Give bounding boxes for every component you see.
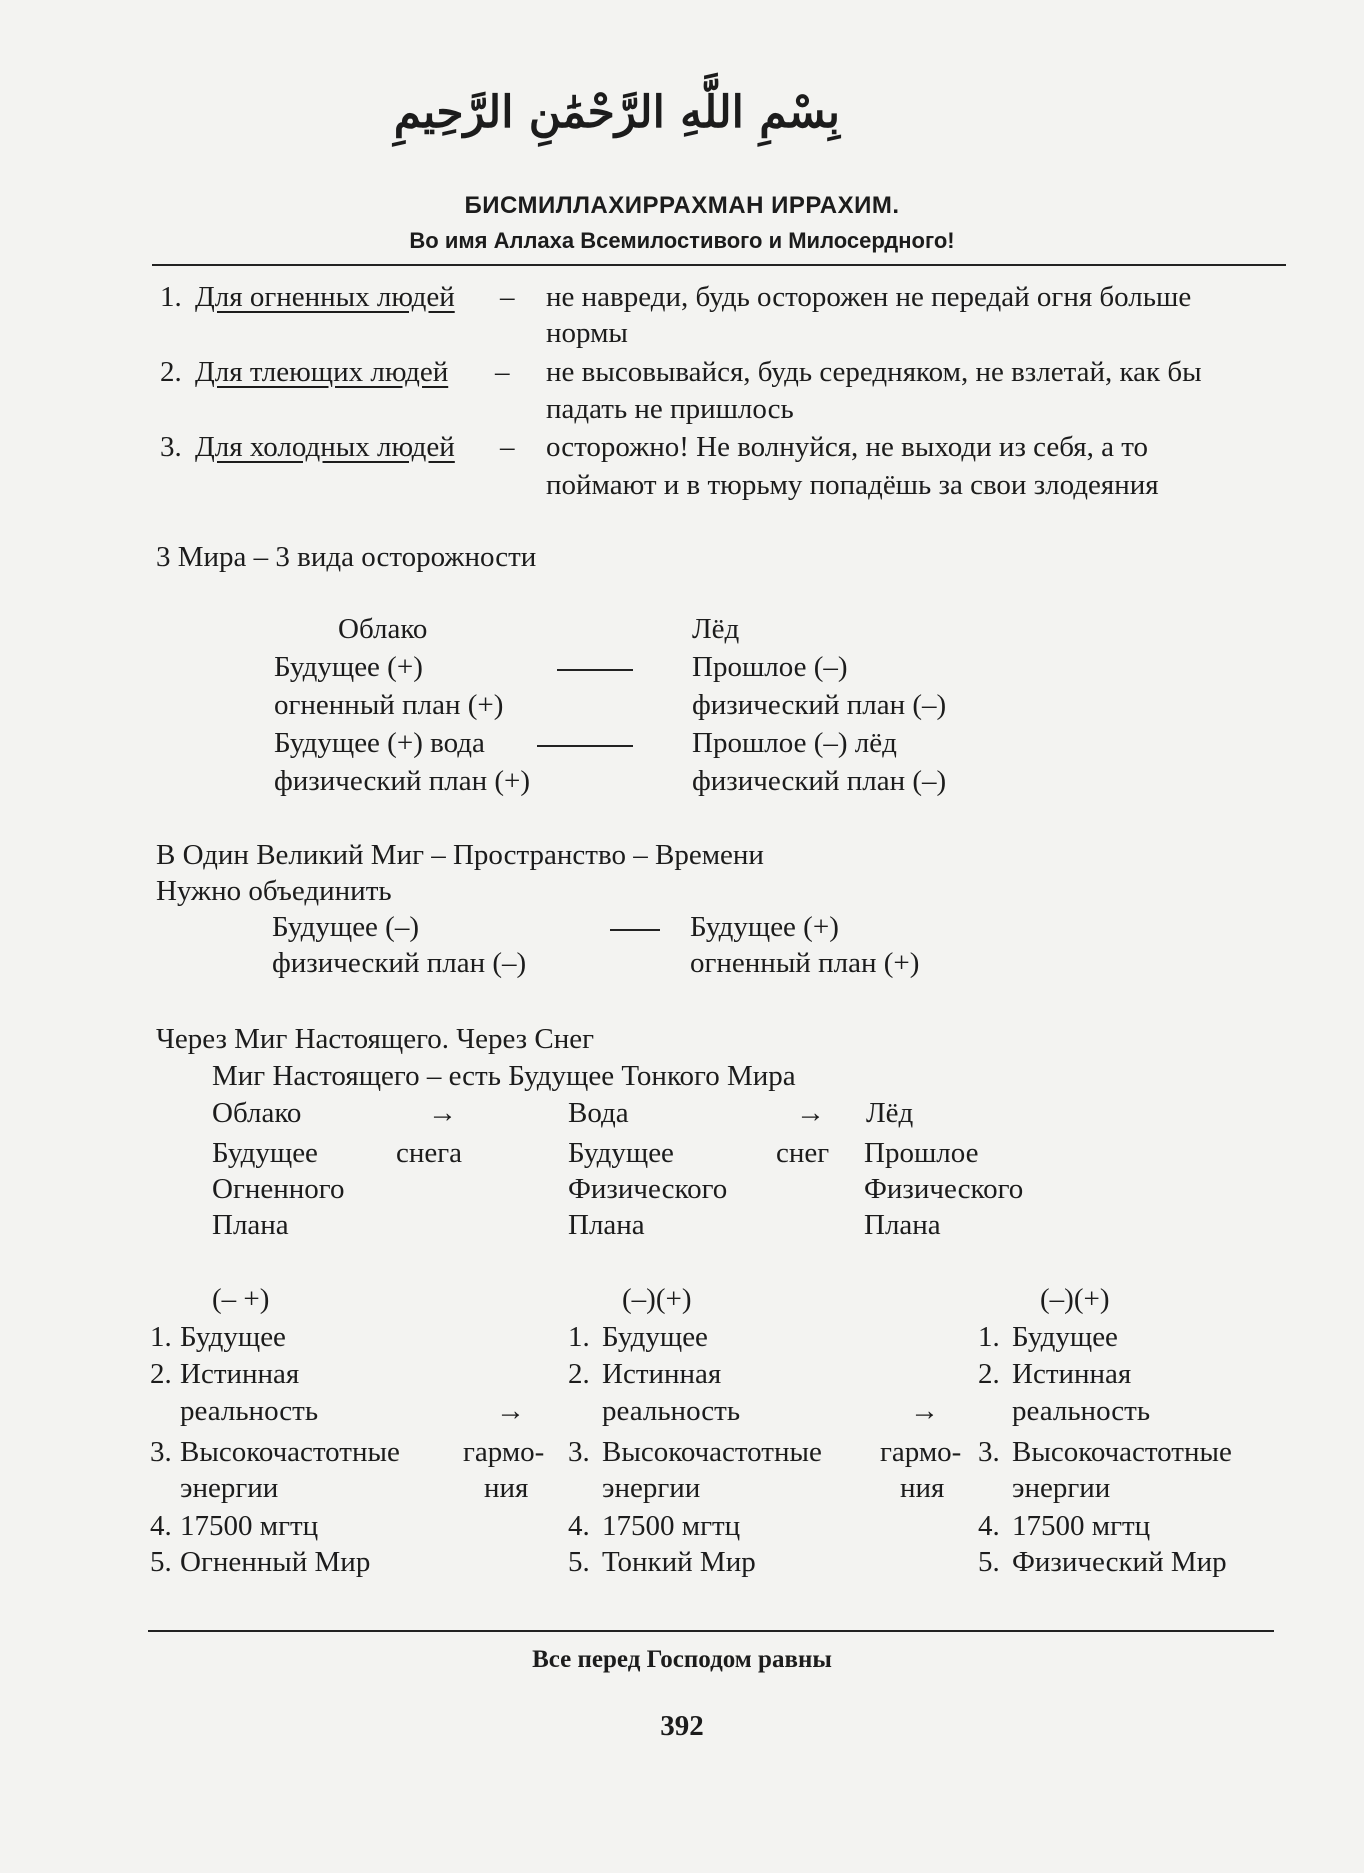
column-1-item-1: Будущее <box>180 1321 286 1353</box>
flow-a2: снега <box>396 1137 463 1169</box>
flow-a4: Плана <box>212 1209 289 1241</box>
rule-1-label: Для огненных людей <box>195 281 455 313</box>
scheme2-right-1: Будущее (+) <box>690 911 839 943</box>
column-2-num-1: 1. <box>568 1321 590 1353</box>
scheme1-right-3: Прошлое (–) лёд <box>692 727 897 759</box>
column-2-item-3b: энергии <box>602 1472 701 1504</box>
column-2-item-5: Тонкий Мир <box>602 1546 756 1578</box>
column-2-item-2a: Истинная <box>602 1358 722 1390</box>
column-2-item-4: 17500 мгтц <box>602 1510 741 1542</box>
flow-b3: Физического <box>568 1173 728 1205</box>
flow-arrow-2: → <box>796 1097 825 1129</box>
columns-arrow-2: → <box>910 1395 939 1427</box>
bismillah-calligraphy: بِسْمِ اللَّهِ الرَّحْمَٰنِ الرَّحِيمِ <box>393 87 840 138</box>
rule-3-number: 3. <box>160 431 182 463</box>
rule-2-label: Для тлеющих людей <box>195 356 449 388</box>
column-2-num-5: 5. <box>568 1546 590 1578</box>
rule-3-text: осторожно! Не волнуйся, не выходи из себя, а то <box>546 431 1149 463</box>
column-2-sign: (–)(+) <box>622 1283 692 1315</box>
column-3-item-2a: Истинная <box>1012 1358 1132 1390</box>
column-1-num-2: 2. <box>150 1358 172 1390</box>
flow-b1: Будущее <box>568 1137 674 1169</box>
flow-a3: Огненного <box>212 1173 345 1205</box>
column-1-item-4: 17500 мгтц <box>180 1510 319 1542</box>
column-1-item-5: Огненный Мир <box>180 1546 371 1578</box>
column-3-item-1: Будущее <box>1012 1321 1118 1353</box>
scheme1-right-head: Лёд <box>692 613 740 645</box>
scheme2-right-2: огненный план (+) <box>690 947 920 979</box>
scheme1-left-2: огненный план (+) <box>274 689 504 721</box>
scheme2-connector <box>610 929 660 931</box>
rule-2-text: не высовывайся, будь середняком, не взлетай, как бы <box>546 356 1202 388</box>
column-3-item-3b: энергии <box>1012 1472 1111 1504</box>
rule-3-label: Для холодных людей <box>195 431 455 463</box>
header-rule <box>152 264 1286 266</box>
flow-cloud: Облако <box>212 1097 302 1129</box>
flow-arrow-1: → <box>428 1097 457 1129</box>
column-3-num-3: 3. <box>978 1436 1000 1468</box>
flow-a1: Будущее <box>212 1137 318 1169</box>
column-3-num-2: 2. <box>978 1358 1000 1390</box>
column-1-num-5: 5. <box>150 1546 172 1578</box>
flow-d1: Прошлое <box>864 1137 979 1169</box>
rule-1-text: не навреди, будь осторожен не передай огня больше <box>546 281 1192 313</box>
column-3-num-1: 1. <box>978 1321 1000 1353</box>
moment-line-2: Нужно объединить <box>156 875 392 907</box>
page-number: 392 <box>660 1710 704 1742</box>
rule-2-number: 2. <box>160 356 182 388</box>
column-2-num-2: 2. <box>568 1358 590 1390</box>
harmony-2b: ния <box>900 1472 945 1504</box>
three-worlds-line: 3 Мира – 3 вида осторожности <box>156 541 537 573</box>
column-1-item-2b: реальность <box>180 1395 319 1427</box>
column-1-num-4: 4. <box>150 1510 172 1542</box>
rule-2-text-cont: падать не пришлось <box>546 393 794 425</box>
column-2-item-3a: Высокочастотные <box>602 1436 822 1468</box>
column-3-item-4: 17500 мгтц <box>1012 1510 1151 1542</box>
scheme1-left-3: Будущее (+) вода <box>274 727 485 759</box>
harmony-2a: гармо- <box>880 1436 962 1468</box>
scheme1-left-1: Будущее (+) <box>274 651 423 683</box>
column-1-item-3a: Высокочастотные <box>180 1436 400 1468</box>
harmony-1b: ния <box>484 1472 529 1504</box>
column-3-item-2b: реальность <box>1012 1395 1151 1427</box>
column-2-item-1: Будущее <box>602 1321 708 1353</box>
column-1-item-3b: энергии <box>180 1472 279 1504</box>
harmony-1a: гармо- <box>463 1436 545 1468</box>
page-heading: БИСМИЛЛАХИРРАХМАН ИРРАХИМ. <box>464 192 900 219</box>
scheme1-right-1: Прошлое (–) <box>692 651 848 683</box>
flow-b4: Плана <box>568 1209 645 1241</box>
column-3-num-4: 4. <box>978 1510 1000 1542</box>
scheme1-left-4: физический план (+) <box>274 765 531 797</box>
footer-rule <box>148 1630 1274 1632</box>
column-3-sign: (–)(+) <box>1040 1283 1110 1315</box>
column-2-item-2b: реальность <box>602 1395 741 1427</box>
column-1-num-1: 1. <box>150 1321 172 1353</box>
column-2-num-4: 4. <box>568 1510 590 1542</box>
page-subheading: Во имя Аллаха Всемилостивого и Милосердного! <box>409 228 955 253</box>
rule-1-number: 1. <box>160 281 182 313</box>
rule-2-dash: – <box>495 356 510 388</box>
flow-ice: Лёд <box>866 1097 914 1129</box>
column-3-item-5: Физический Мир <box>1012 1546 1227 1578</box>
column-3-item-3a: Высокочастотные <box>1012 1436 1232 1468</box>
rule-1-dash: – <box>500 281 515 313</box>
scheme1-right-2: физический план (–) <box>692 689 947 721</box>
footer-motto: Все перед Господом равны <box>532 1646 832 1673</box>
scheme1-connector-2 <box>537 745 633 747</box>
column-1-item-2a: Истинная <box>180 1358 300 1390</box>
moment-line-1: В Один Великий Миг – Пространство – Времени <box>156 839 764 871</box>
flow-b2: снег <box>776 1137 830 1169</box>
scheme1-connector-1 <box>557 669 633 671</box>
rule-1-text-cont: нормы <box>546 317 628 349</box>
present-line-2: Миг Настоящего – есть Будущее Тонкого Мира <box>212 1060 796 1092</box>
column-1-num-3: 3. <box>150 1436 172 1468</box>
scheme1-left-head: Облако <box>338 613 428 645</box>
flow-d3: Физического <box>864 1173 1024 1205</box>
column-1-sign: (– +) <box>212 1283 270 1315</box>
rule-3-dash: – <box>500 431 515 463</box>
column-3-num-5: 5. <box>978 1546 1000 1578</box>
columns-arrow-1: → <box>496 1395 525 1427</box>
flow-water: Вода <box>568 1097 629 1129</box>
scheme1-right-4: физический план (–) <box>692 765 947 797</box>
rule-3-text-cont: поймают и в тюрьму попадёшь за свои злодеяния <box>546 469 1159 501</box>
flow-d4: Плана <box>864 1209 941 1241</box>
scheme2-left-2: физический план (–) <box>272 947 527 979</box>
scheme2-left-1: Будущее (–) <box>272 911 419 943</box>
column-2-num-3: 3. <box>568 1436 590 1468</box>
present-line-1: Через Миг Настоящего. Через Снег <box>156 1023 595 1055</box>
